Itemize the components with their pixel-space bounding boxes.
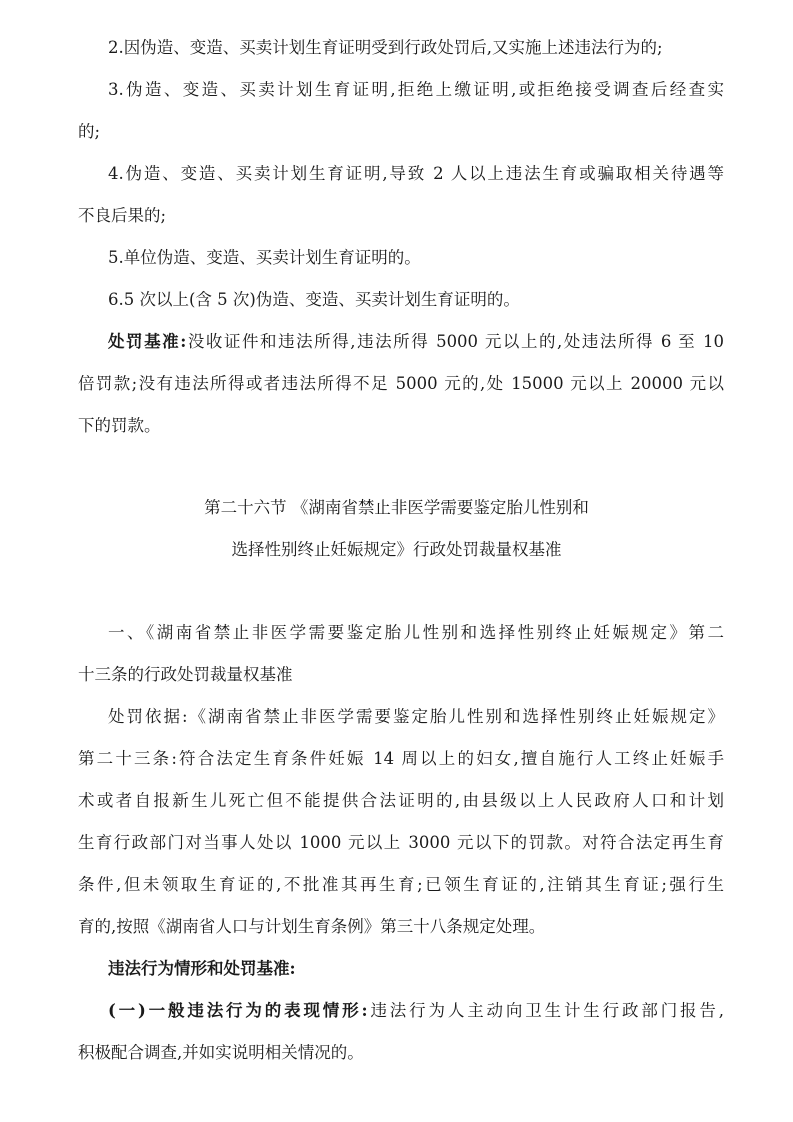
basis-line-1: 处罚依据:《湖南省禁止非医学需要鉴定胎儿性别和选择性别终止妊娠规定》 bbox=[108, 707, 724, 726]
general-situation-line-1: (一)一般违法行为的表现情形:违法行为人主动向卫生计生行政部门报告, bbox=[108, 1001, 724, 1020]
item-5: 5.单位伪造、变造、买卖计划生育证明的。 bbox=[108, 248, 421, 267]
basis-line-3: 术或者自报新生儿死亡但不能提供合法证明的,由县级以上人民政府人口和计划 bbox=[78, 791, 724, 810]
basis-line-6: 育的,按照《湖南省人口与计划生育条例》第三十八条规定处理。 bbox=[78, 917, 546, 936]
section-title-line-1: 第二十六节 《湖南省禁止非医学需要鉴定胎儿性别和 bbox=[204, 498, 589, 517]
basis-line-2: 第二十三条:符合法定生育条件妊娠 14 周以上的妇女,擅自施行人工终止妊娠手 bbox=[78, 749, 724, 768]
situations-heading: 违法行为情形和处罚基准: bbox=[108, 959, 296, 978]
item-4-line-2: 不良后果的; bbox=[78, 206, 167, 225]
penalty-standard-line-1: 处罚基准:没收证件和违法所得,违法所得 5000 元以上的,处违法所得 6 至 10 bbox=[108, 332, 725, 351]
general-situation-line-2: 积极配合调查,并如实说明相关情况的。 bbox=[78, 1043, 364, 1062]
item-3-line-2: 的; bbox=[78, 122, 101, 141]
penalty-standard-line-2: 倍罚款;没有违法所得或者违法所得不足 5000 元的,处 15000 元以上 20000 元以 bbox=[78, 374, 724, 393]
general-situation-label: (一)一般违法行为的表现情形: bbox=[108, 1001, 368, 1020]
section-title-line-2: 选择性别终止妊娠规定》行政处罚裁量权基准 bbox=[231, 540, 562, 559]
article-heading-line-1: 一、《湖南省禁止非医学需要鉴定胎儿性别和选择性别终止妊娠规定》第二 bbox=[108, 623, 724, 642]
item-2: 2.因伪造、变造、买卖计划生育证明受到行政处罚后,又实施上述违法行为的; bbox=[108, 38, 663, 57]
basis-line-4: 生育行政部门对当事人处以 1000 元以上 3000 元以下的罚款。对符合法定再生育 bbox=[78, 833, 724, 852]
item-3-line-1: 3.伪造、变造、买卖计划生育证明,拒绝上缴证明,或拒绝接受调查后经查实 bbox=[108, 80, 724, 99]
penalty-standard-label: 处罚基准: bbox=[108, 332, 187, 351]
penalty-standard-line-3: 下的罚款。 bbox=[78, 416, 161, 435]
article-heading-line-2: 十三条的行政处罚裁量权基准 bbox=[78, 665, 293, 684]
item-6: 6.5 次以上(含 5 次)伪造、变造、买卖计划生育证明的。 bbox=[108, 290, 520, 309]
basis-line-5: 条件,但未领取生育证的,不批准其再生育;已领生育证的,注销其生育证;强行生 bbox=[78, 875, 724, 894]
item-4-line-1: 4.伪造、变造、买卖计划生育证明,导致 2 人以上违法生育或骗取相关待遇等 bbox=[108, 164, 724, 183]
